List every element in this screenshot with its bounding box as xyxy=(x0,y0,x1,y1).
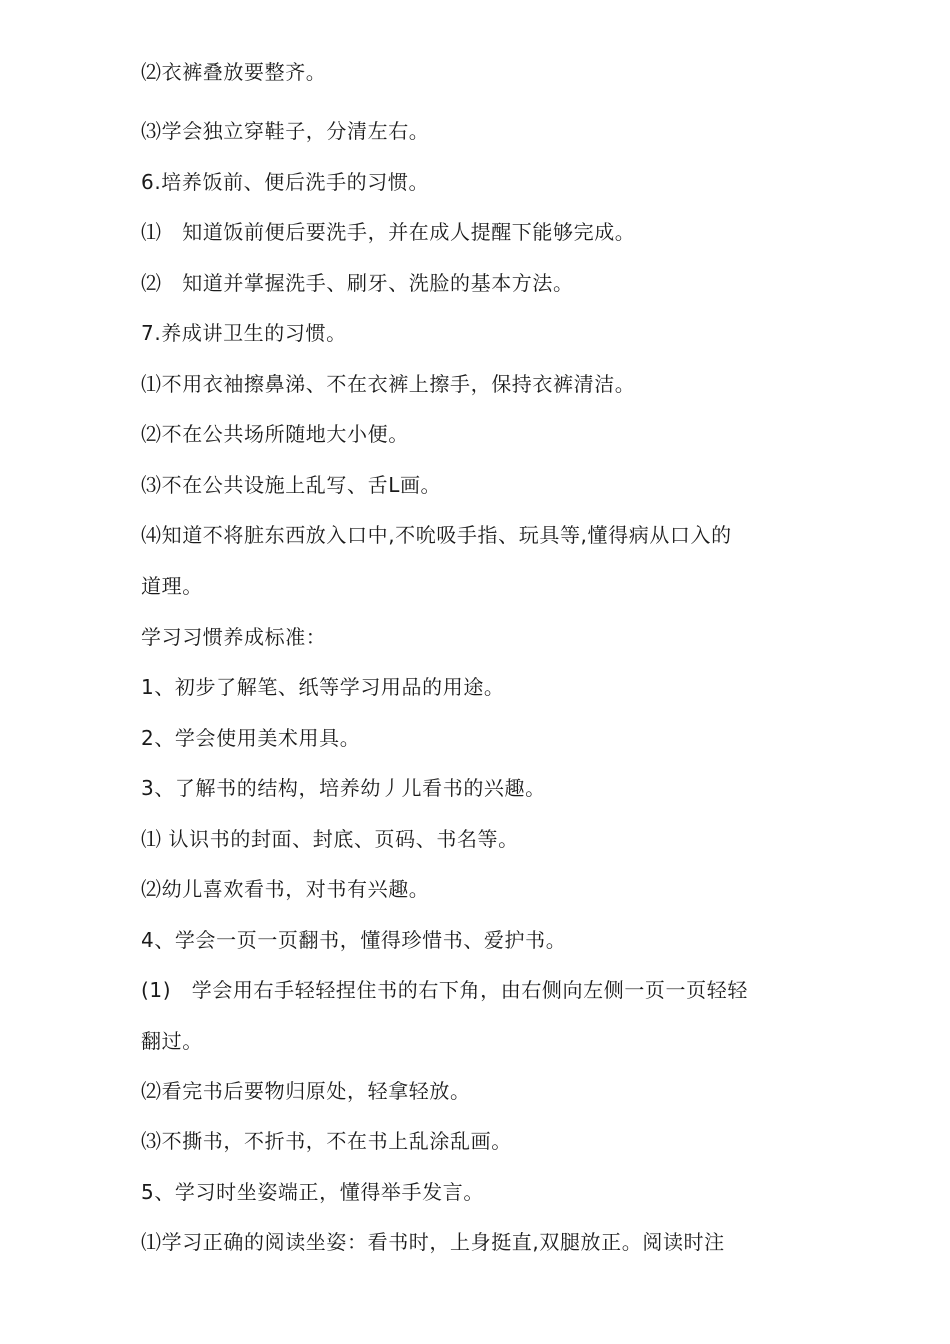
text-line: 2、学会使用美术用具。 xyxy=(141,726,361,750)
text-line: 7.养成讲卫生的习惯。 xyxy=(141,321,347,345)
text-line: ⑶不撕书，不折书，不在书上乱涂乱画。 xyxy=(141,1129,512,1153)
text-line: 6.培养饭前、便后洗手的习惯。 xyxy=(141,170,430,194)
text-line: 5、学习时坐姿端正，懂得举手发言。 xyxy=(141,1180,484,1204)
text-line: ⑵看完书后要物归原处，轻拿轻放。 xyxy=(141,1079,471,1103)
text-line: 道理。 xyxy=(141,574,203,598)
text-line: (1) 学会用右手轻轻捏住书的右下角，由右侧向左侧一页一页轻轻 xyxy=(141,978,748,1002)
text-line: 1、初步了解笔、纸等学习用品的用途。 xyxy=(141,675,505,699)
text-line: ⑴不用衣袖擦鼻涕、不在衣裤上擦手，保持衣裤清洁。 xyxy=(141,372,636,396)
text-line: 翻过。 xyxy=(141,1029,203,1053)
text-line: 3、了解书的结构，培养幼丿儿看书的兴趣。 xyxy=(141,776,546,800)
section-heading: 学习习惯养成标准： xyxy=(141,625,327,649)
text-line: ⑷知道不将脏东西放入口中,不吮吸手指、玩具等,懂得病从口入的 xyxy=(141,523,732,547)
text-line: 4、学会一页一页翻书，懂得珍惜书、爱护书。 xyxy=(141,928,567,952)
text-line: ⑶学会独立穿鞋子，分清左右。 xyxy=(141,119,430,143)
text-line: ⑶不在公共设施上乱写、舌L画。 xyxy=(141,473,442,497)
text-line: ⑵幼儿喜欢看书，对书有兴趣。 xyxy=(141,877,430,901)
text-line: ⑴ 认识书的封面、封底、页码、书名等。 xyxy=(141,827,519,851)
text-line: ⑵ 知道并掌握洗手、刷牙、洗脸的基本方法。 xyxy=(141,271,574,295)
text-line: ⑴ 知道饭前便后要洗手，并在成人提醒下能够完成。 xyxy=(141,220,636,244)
text-line: ⑵不在公共场所随地大小便。 xyxy=(141,422,409,446)
text-line: ⑵衣裤叠放要整齐。 xyxy=(141,60,327,84)
text-line: ⑴学习正确的阅读坐姿：看书时，上身挺直,双腿放正。阅读时注 xyxy=(141,1230,725,1254)
